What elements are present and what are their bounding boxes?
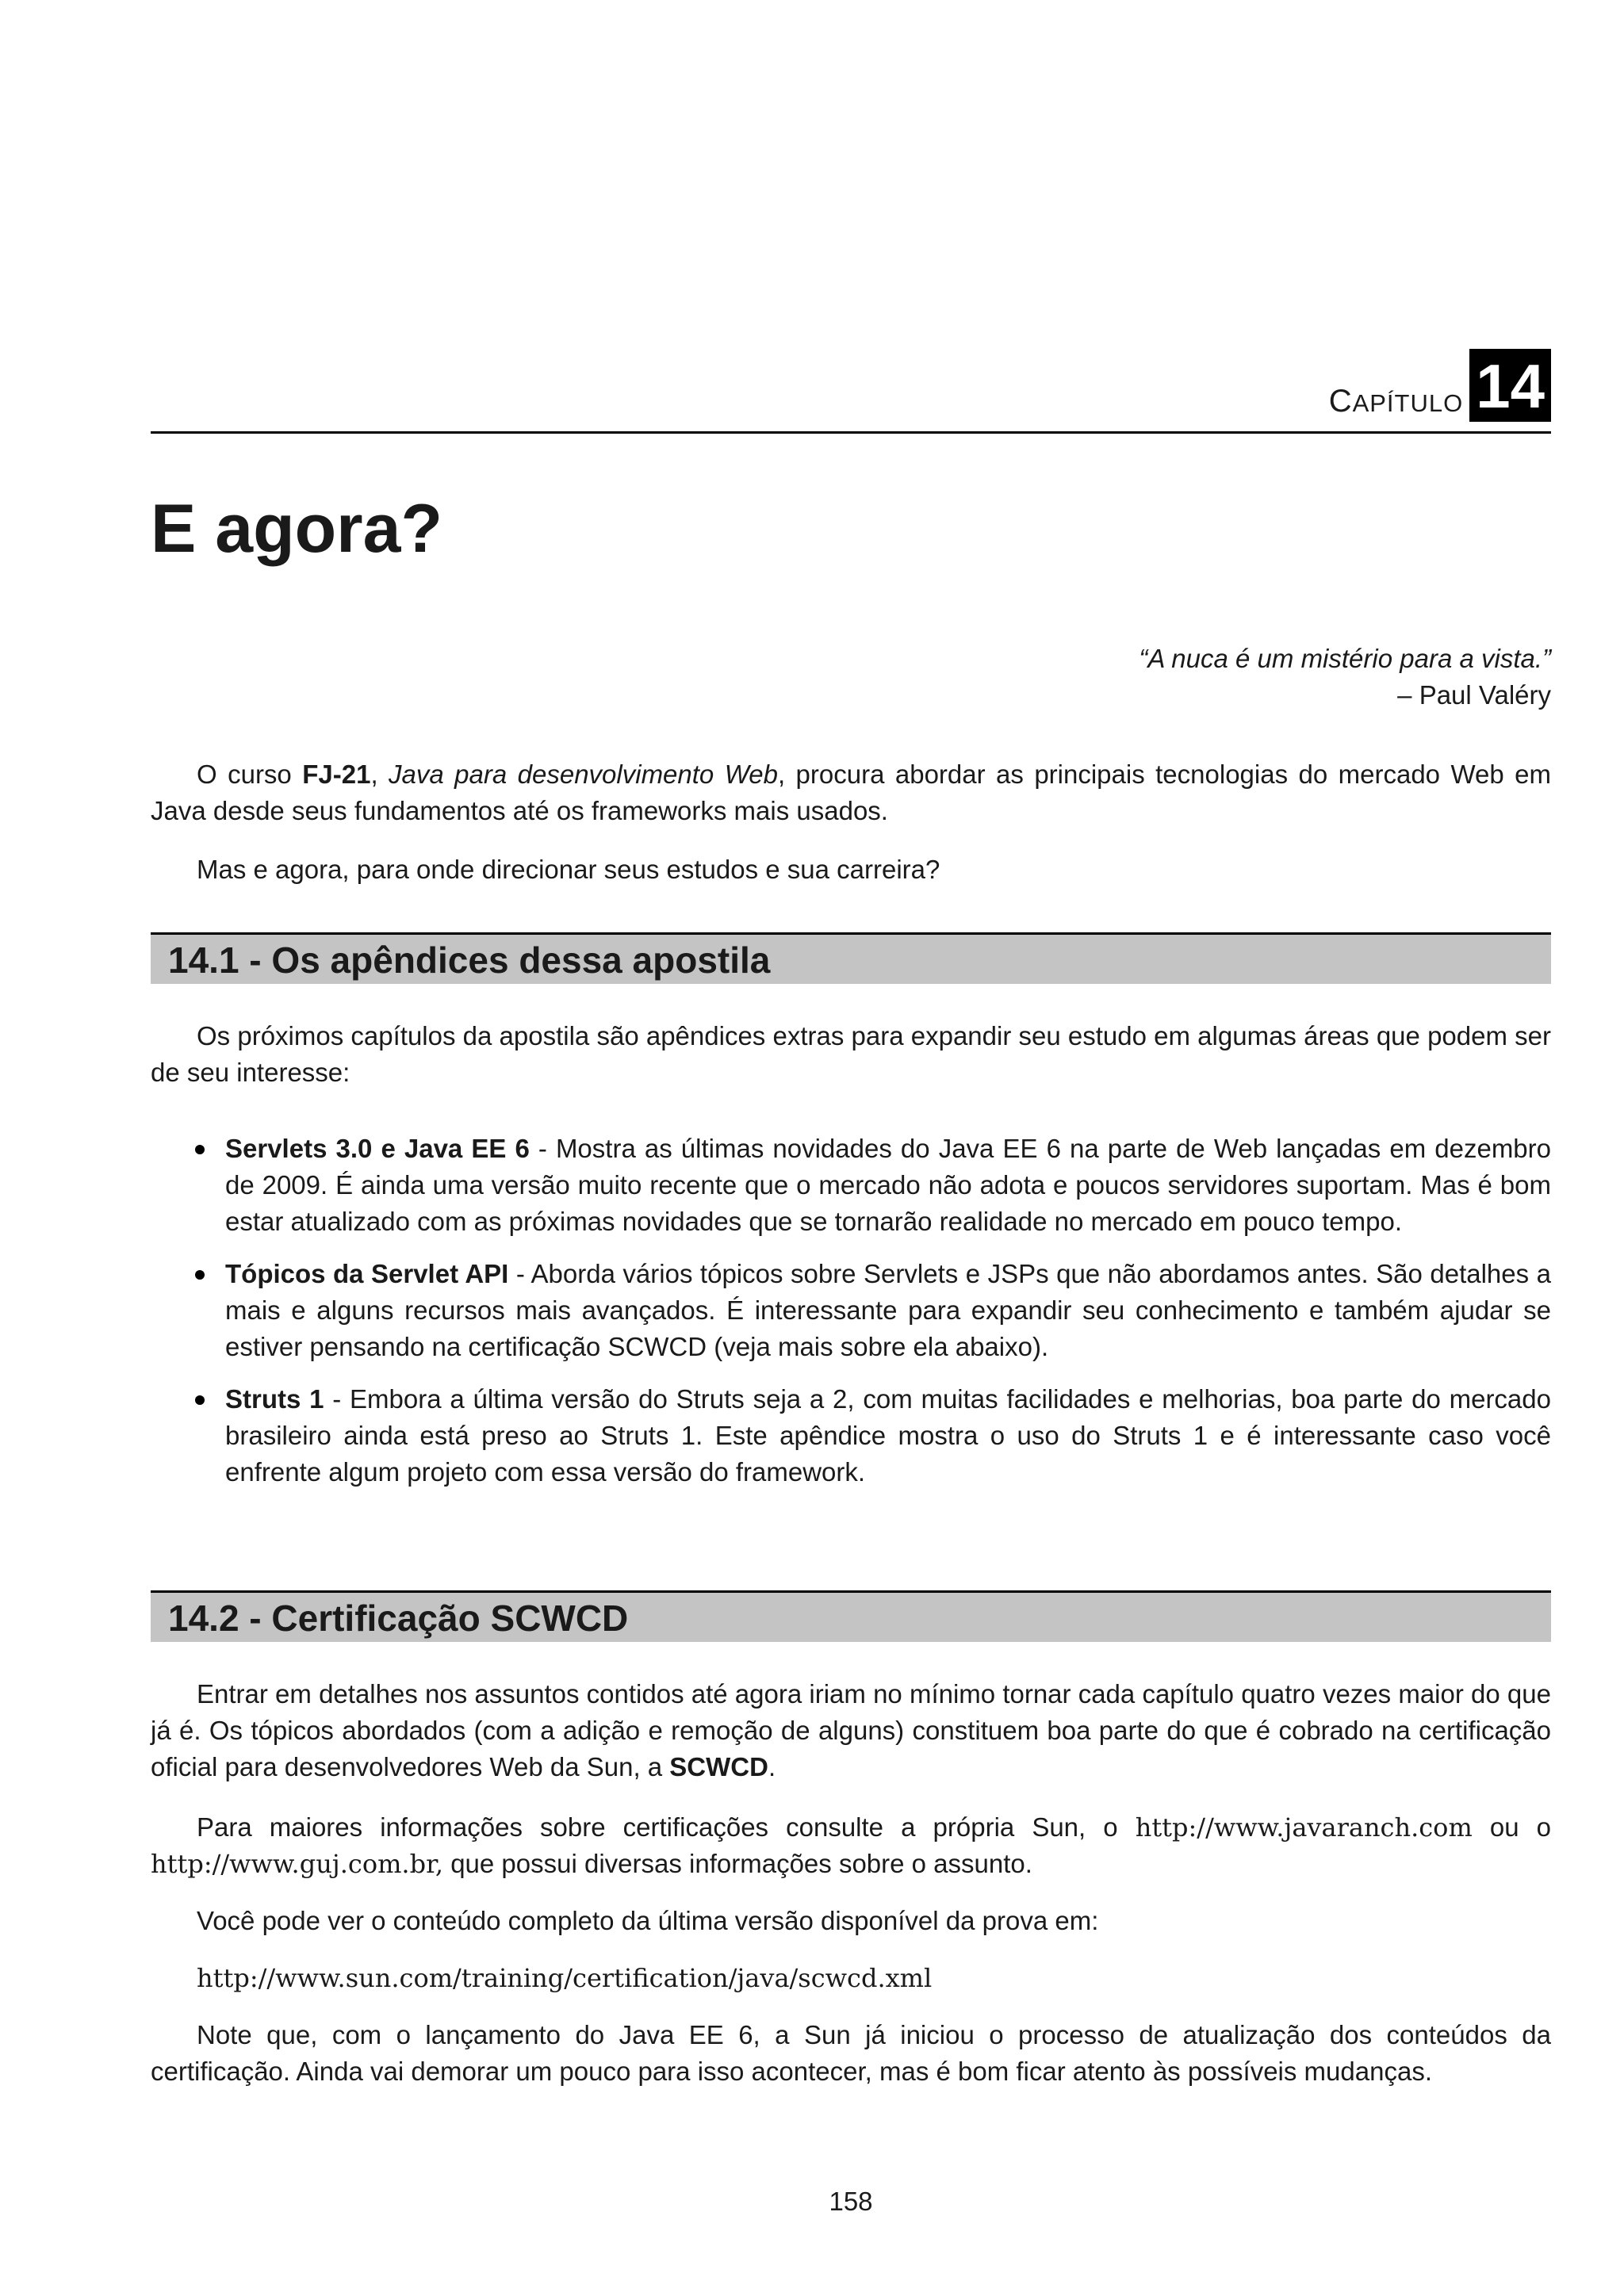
chapter-label-initial: C [1328, 384, 1353, 419]
document-page [151, 0, 1551, 2296]
list-item [151, 1256, 1551, 1365]
intro-text: , procura abordar as principais tecnologias do mercado Web em Java desde seus fundamentos até os frameworks mais usados. [151, 760, 1551, 825]
section2-paragraph-2 [151, 1809, 1551, 1882]
chapter-number-badge: 14 [1469, 349, 1551, 422]
paragraph-text: ou o [1472, 1812, 1551, 1842]
section-header-2 [151, 1590, 1551, 1642]
bullet-dot [195, 1145, 205, 1154]
section-header-1 [151, 932, 1551, 984]
intro-text: , [370, 760, 389, 789]
chapter-header [1329, 349, 1551, 422]
list-item-title: Struts 1 [225, 1384, 324, 1414]
course-code: FJ-21 [302, 760, 371, 789]
intro-paragraph-1 [151, 756, 1551, 829]
list-item-text: - Aborda vários tópicos sobre Servlets e JSPs que não abordamos antes. São detalhes a mais e alguns recursos mais avançados. É interessante para expandir seu conhecimento e também ajudar se estiver pensando na certificação SCWCD (veja mais sobre ela abaixo). [225, 1259, 1551, 1361]
section-title-1: 14.1 - Os apêndices dessa apostila [168, 939, 771, 981]
appendix-list [151, 1131, 1551, 1506]
paragraph-text: que possui diversas informações sobre o assunto. [443, 1849, 1032, 1878]
section2-paragraph-1 [151, 1676, 1551, 1785]
paragraph-text: . [768, 1752, 776, 1781]
page-number: 158 [829, 2187, 873, 2216]
bullet-dot [195, 1270, 205, 1280]
list-item [151, 1131, 1551, 1240]
javaranch-link[interactable]: http://www.javaranch.com [1135, 1812, 1473, 1843]
epigraph-author: – Paul Valéry [1397, 680, 1551, 710]
intro-text: O curso [197, 760, 303, 789]
certification-name: SCWCD [669, 1752, 768, 1781]
chapter-label [1329, 385, 1464, 417]
section-title-2: 14.2 - Certificação SCWCD [168, 1598, 629, 1639]
section1-intro: Os próximos capítulos da apostila são apêndices extras para expandir seu estudo em algumas áreas que podem ser de seu interesse: [151, 1021, 1551, 1087]
section2-paragraph-4: Note que, com o lançamento do Java EE 6, a Sun já iniciou o processo de atualização dos conteúdos da certificação. Ainda vai demorar um pouco para isso acontecer, mas é bom ficar atento às possíveis mudanças. [151, 2020, 1551, 2086]
list-item-title: Servlets 3.0 e Java EE 6 [225, 1134, 530, 1163]
list-item [151, 1381, 1551, 1490]
epigraph [1139, 641, 1551, 714]
scwcd-exam-link[interactable]: http://www.sun.com/training/certification/java/scwcd.xml [197, 1963, 933, 1993]
epigraph-quote: “A nuca é um mistério para a vista.” [1139, 644, 1551, 673]
chapter-rule [151, 431, 1551, 434]
guj-link[interactable]: http://www.guj.com.br, [151, 1849, 444, 1879]
section2-paragraph-3: Você pode ver o conteúdo completo da última versão disponível da prova em: [197, 1906, 1099, 1935]
section2-url-line [151, 1960, 1551, 1996]
paragraph-text: Entrar em detalhes nos assuntos contidos até agora iriam no mínimo tornar cada capítulo quatro vezes maior do que já é. Os tópicos abordados (com a adição e remoção de alguns) constituem boa parte do que é cobrado na certificação oficial para desenvolvedores Web da Sun, a [151, 1679, 1551, 1781]
list-item-text: - Mostra as últimas novidades do Java EE 6 na parte de Web lançadas em dezembro de 2009. É ainda uma versão muito recente que o mercado não adota e poucos servidores suportam. Mas é bom estar atualizado com as próximas novidades que se tornarão realidade no mercado em pouco tempo. [225, 1134, 1551, 1236]
intro-paragraph-2: Mas e agora, para onde direcionar seus estudos e sua carreira? [197, 855, 940, 884]
course-name: Java para desenvolvimento Web [389, 760, 778, 789]
chapter-label-rest: APÍTULO [1352, 389, 1464, 417]
list-item-title: Tópicos da Servlet API [225, 1259, 509, 1288]
chapter-title: E agora? [151, 491, 442, 567]
list-item-text: - Embora a última versão do Struts seja a 2, com muitas facilidades e melhorias, boa parte do mercado brasileiro ainda está preso ao Struts 1. Este apêndice mostra o uso do Struts 1 e é interessante caso você enfrente algum projeto com essa versão do framework. [225, 1384, 1551, 1487]
bullet-dot [195, 1395, 205, 1405]
paragraph-text: Para maiores informações sobre certificações consulte a própria Sun, o [197, 1812, 1136, 1842]
